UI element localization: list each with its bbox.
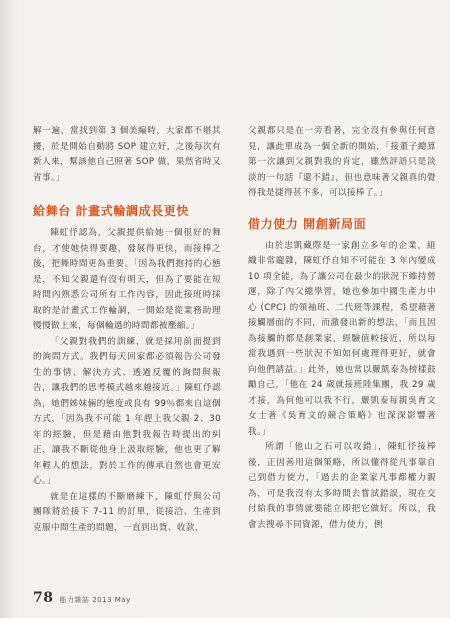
paragraph: 父親都只是在一旁看著，完全沒有參與任何意見，讓此單成為一個全新的開始，「接董子總算第一次讓到父親對我的肯定，雖然評語只是淡淡的一句話『還不錯』，但也意味著父親真的覺得我是捷得甚不多，可以接棒了。」 [248, 126, 436, 198]
paragraph: 所謂「他山之石可以攻錯」，陳虹伃接棒後，正因善用這個策略，所以懂得從凡事靠自己到借力使力，「過去的企業家凡事都權力親為，可是我沒有太多時間去嘗試錯誤，現在交付給我的事情就要能立即把它做好。所以，我會去搜尋不同資源，借力使力，例 [248, 442, 436, 530]
page-number: 78 [33, 590, 54, 606]
top-margin [0, 0, 450, 118]
paragraph: 解一遍，當找到第 3 個美編時，大家都不堪其擾，於是開始自動將 SOP 建立好，之後每次有新人來，幫該他自己照著 SOP 做，果然省時又省事。」 [33, 126, 221, 183]
section-heading: 借力使力 開創新局面 [248, 216, 367, 231]
paragraph: 「父親對我們的訓練，就是採用前面提到的詢問方式。我們每天回家都必須報告公司發生的事情、解決方式、透過反覆的詢問與報告，讓我們的思考模式越來越接近。」陳虹伃認為，她們姊妹倆的態度或良有 99％都來自這個方式，「因為我不可能 1 年趕上我父親 2、30 年的經驗，但是藉由他對我報告時提出的糾正，讓我不斷從他身上汲取經驗，他也更了解年輕人的想法，對於工作的傳承自然也會更安心。」 [33, 336, 221, 486]
paragraph: 由於忠凱藏際是一家創立多年的企業，組織非常龐雜，陳虹伃自知不可能在 3 年內變成 10 項全能，為了讓公司在最少的狀況下維持營運，除了內父總學習，她也參加中國生產力中心 (CPC) 的領袖班、二代班等課程，希望藉著接觸層面的不同，而激發出新的想法，「而且因為接觸的都是創業家，經驗值較接近，所以每當我遇到一些狀況不知如何處理得更好，就會向他們請益。」此外，她也常以嚴凱泰為榜樣鼓勵自己，「他在 24 歲就接班陸集團，我 29 歲才接，為何他可以我不行，嚴凱泰每親吳育文女士著《吳育文的競合策略》也深深影響著我。」 [248, 240, 436, 437]
page-footer [33, 590, 131, 606]
paragraph: 就是在這樣的不斷磨練下，陳虹伃與公司團隊將於接下 7-11 的訂單，從接洽、生產到克服中間生產的問題，一直到出貨、收款， [33, 491, 221, 533]
left-column [33, 124, 221, 536]
magazine-issue: 能力雜誌 2013 May [59, 596, 131, 604]
section-heading: 給舞台 計畫式輪調成長更快 [33, 204, 189, 218]
right-column [248, 124, 436, 533]
paragraph: 陳虹伃認為，父親提供給她一個很好的舞台，才使她快得要趣，發展得更快，而接棒之後，把舞時間更為重要。「因為我們抱持的心態是，不知父親還有沒有明天，但為了要能在短時間內熟悉公司所有工作內容，因此接班時採取的是計畫式工作輪調，一開始是從業務助理慢慢做上來，每個輪過的時間都被壓縮。」 [33, 228, 221, 331]
